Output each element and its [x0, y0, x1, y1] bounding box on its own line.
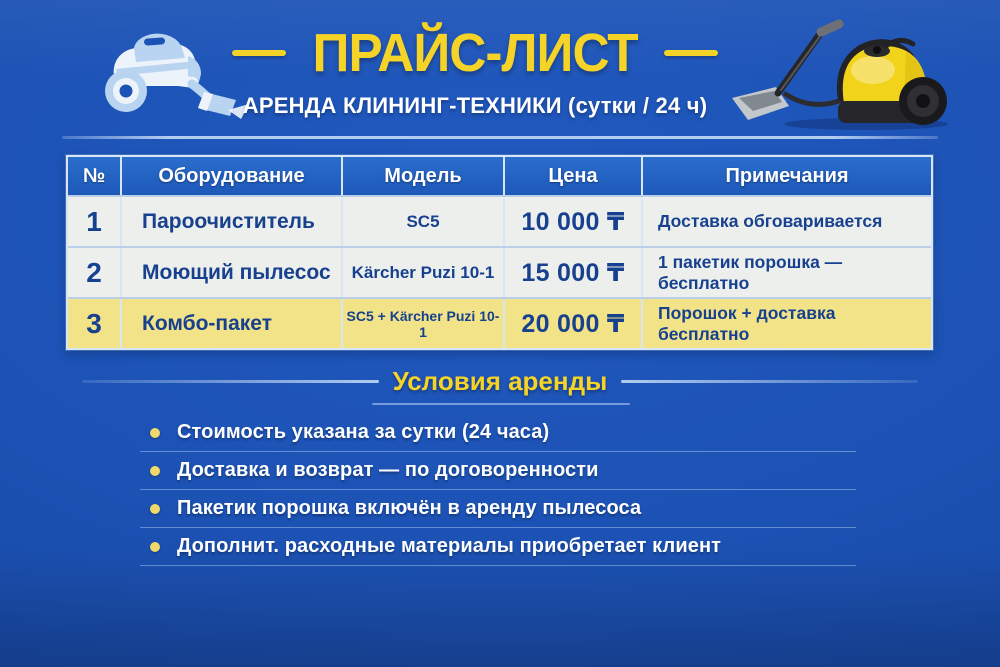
table-row — [68, 195, 931, 246]
row-equipment: Моющий пылесос — [122, 248, 343, 297]
bullet-dot-icon — [150, 428, 160, 438]
condition-text: Доставка и возврат — по договоренности — [177, 459, 599, 481]
condition-text: Пакетик порошка включён в аренду пылесоса — [177, 497, 642, 519]
row-price: 10 000 ₸ — [505, 197, 643, 246]
bullet-dot-icon — [150, 504, 160, 514]
table-row-highlighted — [68, 297, 931, 348]
col-header-equipment: Оборудование — [122, 157, 343, 195]
col-header-model: Модель — [343, 157, 505, 195]
row-model: SC5 + Kärcher Puzi 10-1 — [343, 299, 505, 348]
list-item — [140, 490, 856, 528]
row-note: Доставка обговаривается — [643, 197, 931, 246]
row-note: 1 пакетик порошка — бесплатно — [643, 248, 931, 297]
col-header-notes: Примечания — [643, 157, 931, 195]
row-price: 15 000 ₸ — [505, 248, 643, 297]
row-number: 3 — [68, 299, 122, 348]
bullet-dot-icon — [150, 466, 160, 476]
conditions-underline — [372, 403, 630, 405]
row-note: Порошок + доставка бесплатно — [643, 299, 931, 348]
title-dash-left-icon — [232, 50, 286, 56]
header-divider — [62, 136, 938, 139]
conditions-title: Условия аренды — [392, 366, 608, 396]
price-table — [66, 155, 933, 350]
list-item — [140, 528, 856, 566]
col-header-number: № — [68, 157, 122, 195]
condition-text: Стоимость указана за сутки (24 часа) — [177, 421, 550, 443]
row-model: Kärcher Puzi 10-1 — [343, 248, 505, 297]
heading-line-left — [82, 380, 379, 383]
table-header-row — [68, 157, 931, 195]
col-header-price: Цена — [505, 157, 643, 195]
row-price: 20 000 ₸ — [505, 299, 643, 348]
list-item — [140, 414, 856, 452]
conditions-heading-row — [0, 366, 1000, 397]
row-number: 1 — [68, 197, 122, 246]
list-item — [140, 452, 856, 490]
condition-text: Дополнит. расходные материалы приобретает клиент — [177, 535, 722, 557]
row-equipment: Комбо-пакет — [122, 299, 343, 348]
bullet-dot-icon — [150, 542, 160, 552]
row-model: SC5 — [343, 197, 505, 246]
page-subtitle: АРЕНДА КЛИНИНГ-ТЕХНИКИ (сутки / 24 ч) — [242, 93, 708, 118]
title-dash-right-icon — [664, 50, 718, 56]
heading-line-right — [621, 380, 918, 383]
row-number: 2 — [68, 248, 122, 297]
row-equipment: Пароочиститель — [122, 197, 343, 246]
conditions-list — [140, 414, 856, 566]
yellow-vacuum-photo — [726, 8, 964, 133]
page-title: ПРАЙС-ЛИСТ — [312, 23, 638, 83]
table-row — [68, 246, 931, 297]
